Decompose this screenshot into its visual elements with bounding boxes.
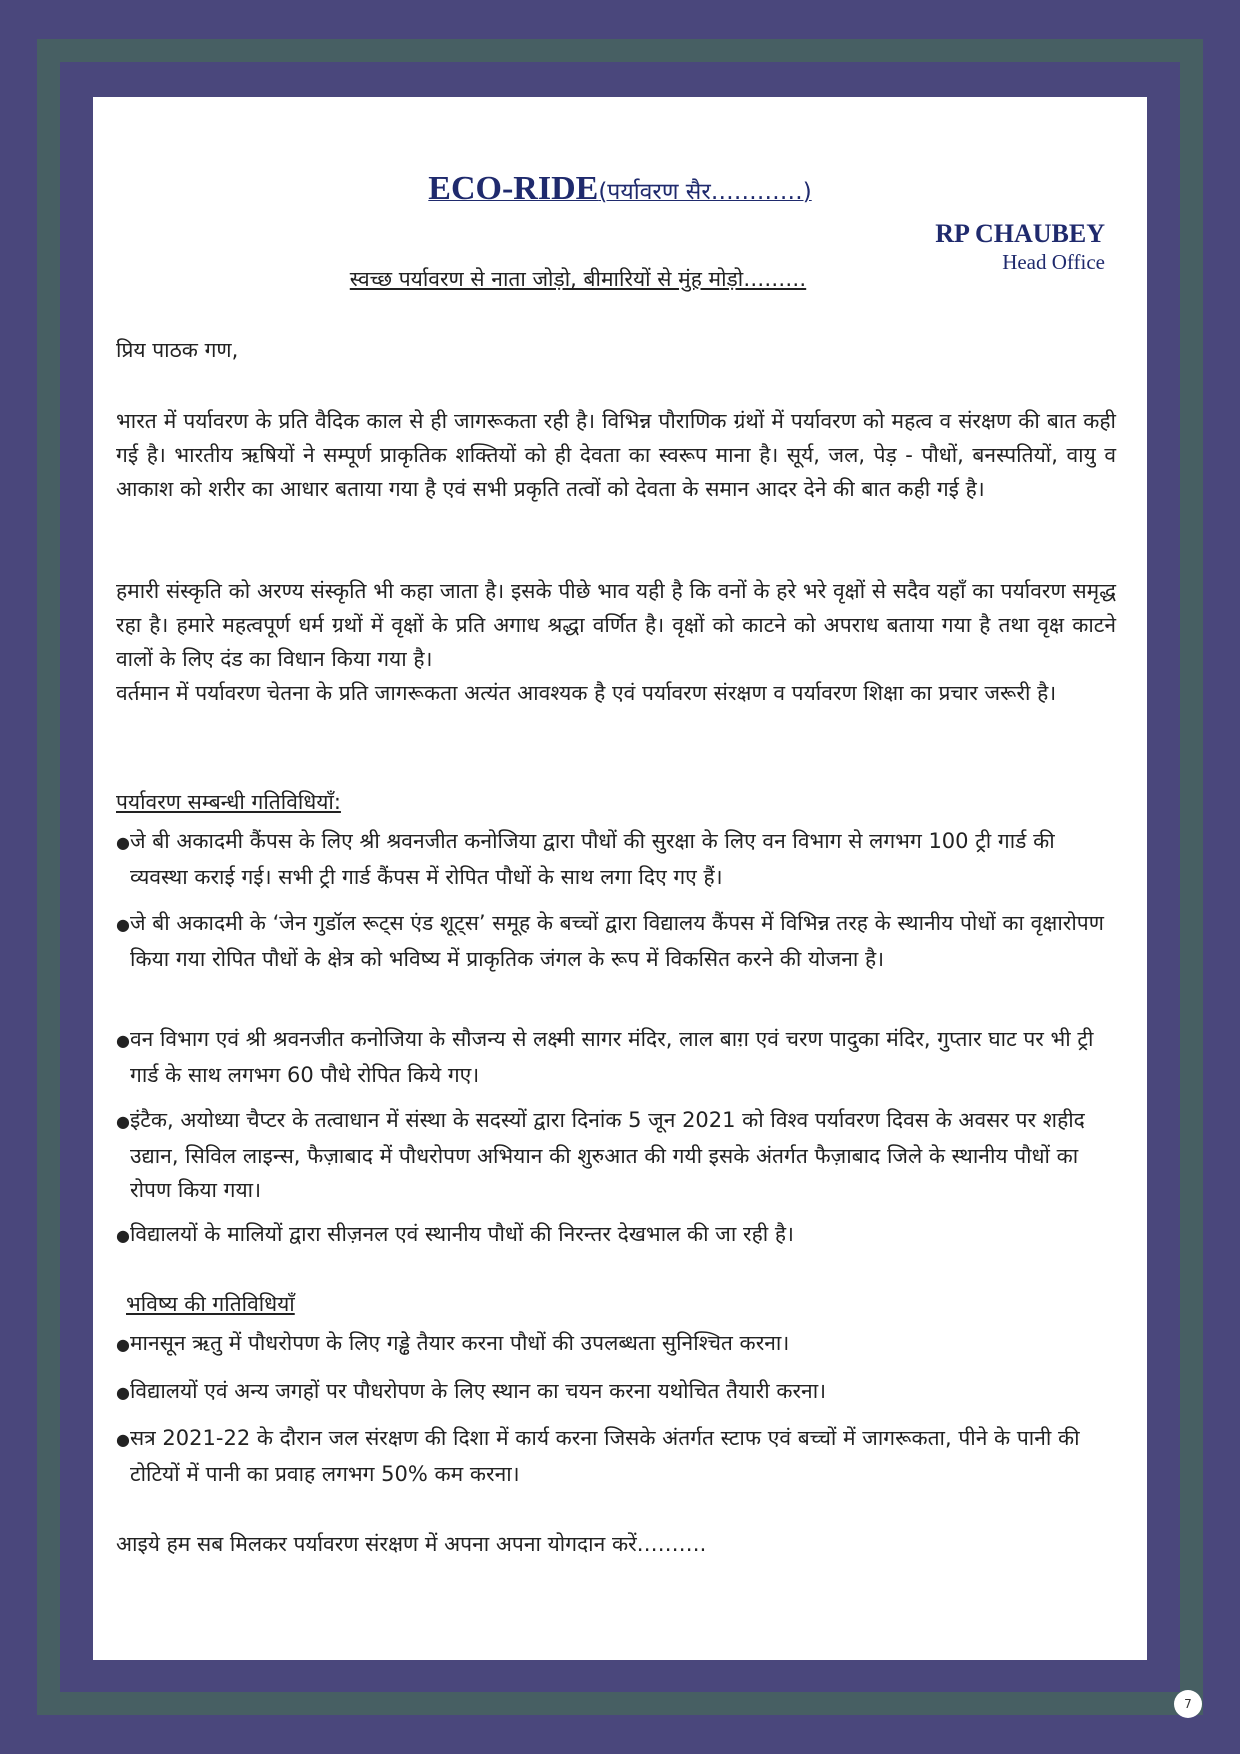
salutation: प्रिय पाठक गण, bbox=[116, 338, 239, 362]
future-text: सत्र 2021-22 के दौरान जल संरक्षण की दिशा में कार्य करना जिसके अंतर्गत स्टाफ एवं बच्चों में जागरूकता, पीने के पानी की टोटियों में पानी का प्रवाह लगभग 50% कम करना। bbox=[129, 1426, 1080, 1486]
activity-item bbox=[116, 1103, 1110, 1207]
bullet-icon: ● bbox=[116, 1335, 130, 1354]
activity-item bbox=[116, 824, 1110, 894]
activity-text: विद्यालयों के मालियों द्वारा सीज़नल एवं स्थानीय पौधों की निरन्तर देखभाल की जा रही है। bbox=[129, 1222, 794, 1246]
slogan: स्वच्छ पर्यावरण से नाता जोड़ो, बीमारियों से मुंह मोड़ो……… bbox=[349, 267, 807, 291]
activity-item bbox=[116, 906, 1110, 976]
future-item bbox=[116, 1421, 1110, 1491]
future-heading: भविष्य की गतिविधियाँ bbox=[126, 1292, 295, 1316]
activity-item bbox=[116, 1217, 1110, 1253]
bullet-icon: ● bbox=[116, 1112, 130, 1131]
author-role: Head Office bbox=[1002, 250, 1105, 274]
bullet-icon: ● bbox=[116, 1383, 130, 1402]
paragraph-2: हमारी संस्कृति को अरण्य संस्कृति भी कहा जाता है। इसके पीछे भाव यही है कि वनों के हरे भरे वृक्षों से सदैव यहाँ का पर्यावरण समृद्ध रहा है। हमारे महत्वपूर्ण धर्म ग्रथों में वृक्षों के प्रति अगाध श्रद्धा वर्णित है। वृक्षों को काटने को अपराध बताया गया है तथा वृक्ष काटने वालों के लिए दंड का विधान किया गया है। bbox=[116, 579, 1116, 671]
paragraph-3: वर्तमान में पर्यावरण चेतना के प्रति जागरूकता अत्यंत आवश्यक है एवं पर्यावरण संरक्षण व पर्यावरण शिक्षा का प्रचार जरूरी है। bbox=[116, 681, 1057, 705]
activity-text: जे बी अकादमी के ‘जेन गुडॉल रूट्स एंड शूट्स’ समूह के बच्चों द्वारा विद्यालय कैंपस में विभिन्न तरह के स्थानीय पोधों का वृक्षारोपण किया गया रोपित पौधों के क्षेत्र को भविष्य में प्राकृतिक जंगल के रूप में विकसित करने की योजना है। bbox=[129, 911, 1104, 971]
future-item bbox=[116, 1374, 1110, 1410]
bullet-icon: ● bbox=[116, 1226, 130, 1245]
future-text: मानसून ऋतु में पौधरोपण के लिए गड्ढे तैयार करना पौधों की उपलब्धता सुनिश्चित करना। bbox=[129, 1331, 790, 1355]
page-title bbox=[93, 170, 1147, 208]
bullet-icon: ● bbox=[116, 1031, 130, 1050]
activities-heading: पर्यावरण सम्बन्धी गतिविधियाँ: bbox=[116, 790, 341, 814]
future-text: विद्यालयों एवं अन्य जगहों पर पौधरोपण के लिए स्थान का चयन करना यथोचित तैयारी करना। bbox=[129, 1379, 827, 1403]
activity-text: इंटैक, अयोध्या चैप्टर के तत्वाधान में संस्था के सदस्यों द्वारा दिनांक 5 जून 2021 को विश्व पर्यावरण दिवस के अवसर पर शहीद उद्यान, सिविल लाइन्स, फैज़ाबाद में पौधरोपण अभियान की शुरुआत की गयी इसके अंतर्गत फैज़ाबाद जिले के स्थानीय पौधों का रोपण किया गया। bbox=[129, 1108, 1085, 1202]
bullet-icon: ● bbox=[116, 1430, 130, 1449]
bullet-icon: ● bbox=[116, 833, 130, 852]
author-name: RP CHAUBEY bbox=[935, 219, 1105, 248]
paragraph-1: भारत में पर्यावरण के प्रति वैदिक काल से ही जागरूकता रही है। विभिन्न पौराणिक ग्रंथों में पर्यावरण को महत्व व संरक्षण की बात कही गई है। भारतीय ऋषियों ने सम्पूर्ण प्राकृतिक शक्तियों को ही देवता का स्वरूप माना है। सूर्य, जल, पेड़ - पौधों, बनस्पतियों, वायु व आकाश को शरीर का आधार बताया गया है एवं सभी प्रकृति तत्वों को देवता के समान आदर देने की बात कही गई है। bbox=[116, 409, 1116, 501]
future-item bbox=[116, 1326, 1110, 1362]
title-subtitle: (पर्यावरण सैर…………) bbox=[598, 179, 812, 205]
closing-line: आइये हम सब मिलकर पर्यावरण संरक्षण में अपना अपना योगदान करें………. bbox=[116, 1532, 707, 1556]
page-number-badge: 7 bbox=[1174, 1690, 1202, 1718]
activity-text: जे बी अकादमी कैंपस के लिए श्री श्रवनजीत कनोजिया द्वारा पौधों की सुरक्षा के लिए वन विभाग से लगभग 100 ट्री गार्ड की व्यवस्था कराई गई। सभी ट्री गार्ड कैंपस में रोपित पौधों के साथ लगा दिए गए हैं। bbox=[129, 829, 1055, 889]
activity-text: वन विभाग एवं श्री श्रवनजीत कनोजिया के सौजन्य से लक्ष्मी सागर मंदिर, लाल बाग़ एवं चरण पादुका मंदिर, गुप्तार घाट पर भी ट्री गार्ड के साथ लगभग 60 पौधे रोपित किये गए। bbox=[129, 1027, 1094, 1087]
activity-item bbox=[116, 1022, 1110, 1092]
title-main: ECO-RIDE bbox=[428, 170, 599, 207]
document-page bbox=[93, 97, 1147, 1660]
bullet-icon: ● bbox=[116, 915, 130, 934]
